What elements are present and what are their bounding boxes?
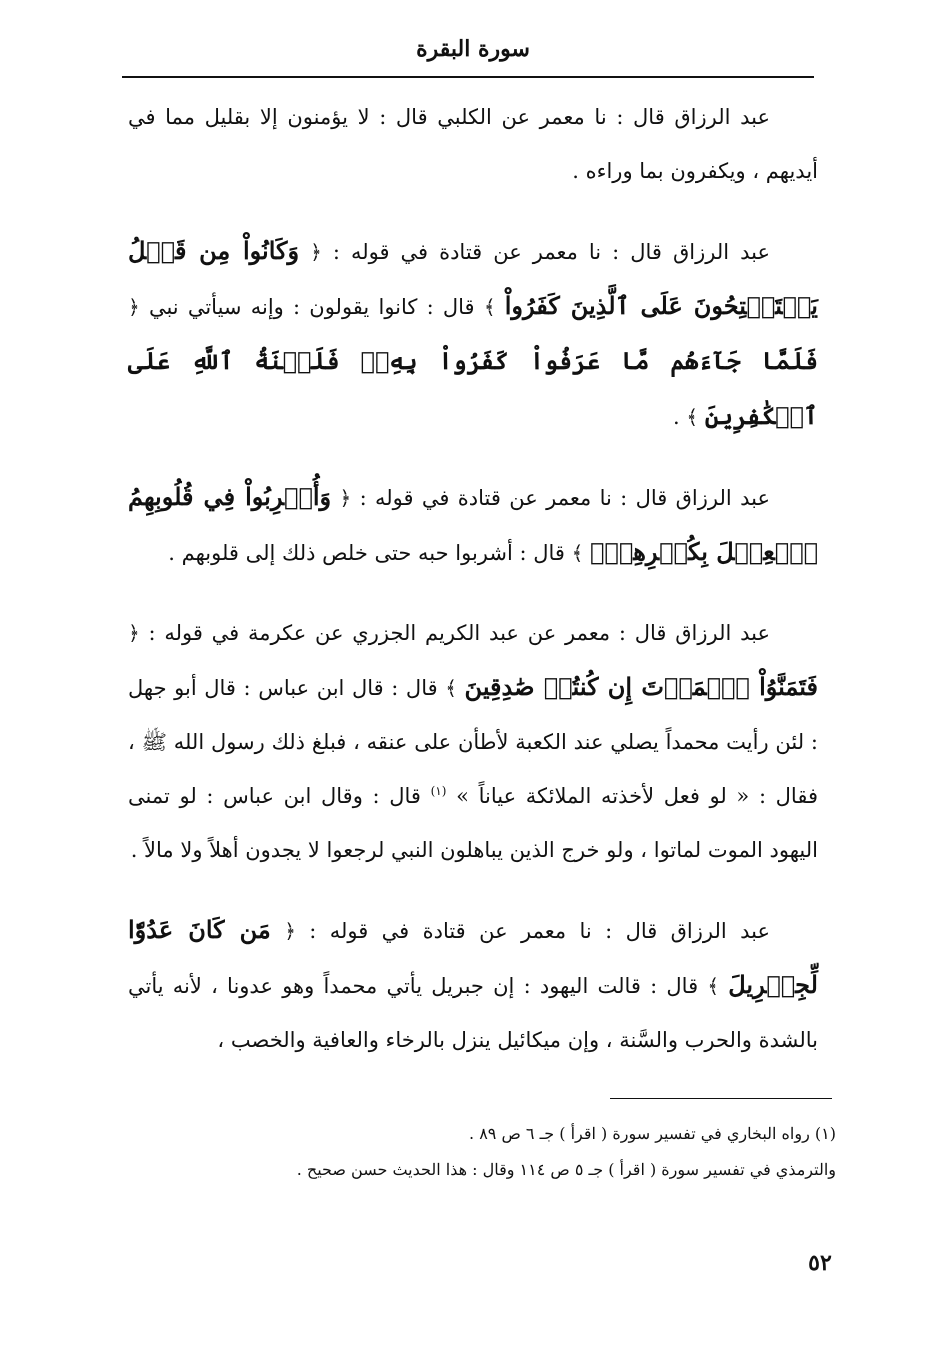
page-body [128, 90, 818, 1093]
quran-open-bracket: ﴿ [284, 919, 296, 943]
quran-close-bracket: ﴾ [445, 676, 457, 700]
quran-open-bracket: ﴿ [128, 295, 140, 319]
quran-verse: مَن كَانَ عَدُوّٗا لِّجِبۡرِيلَ [128, 915, 818, 999]
quran-close-bracket: ﴾ [686, 405, 699, 429]
paragraph-end: . [673, 405, 680, 429]
footnote-1: (١) رواه البخاري في تفسير سورة ( اقرأ ) جـ ٦ ص ٨٩ . [469, 1124, 836, 1143]
quran-open-bracket: ﴿ [128, 621, 140, 645]
quran-verse: فَتَمَنَّوُاْ ٱلۡمَوۡتَ إِن كُنتُمۡ صَٰدِقِينَ [464, 672, 818, 701]
paragraph-3 [128, 470, 818, 580]
footnote-rule [610, 1098, 832, 1099]
paragraph-intro: عبد الرزاق قال : نا معمر عن قتادة في قوله : [309, 919, 770, 943]
quran-verse: وَكَانُواْ مِن قَبۡلُ يَسۡتَفۡتِحُونَ عَلَى ٱلَّذِينَ كَفَرُواْ [128, 236, 818, 320]
paragraph-commentary: قال : أشربوا حبه حتى خلص ذلك إلى قلوبهم . [168, 541, 565, 565]
quran-close-bracket: ﴾ [707, 974, 720, 998]
paragraph-intro: عبد الرزاق قال : نا معمر عن قتادة في قوله : [359, 486, 770, 510]
paragraph-intro: عبد الرزاق قال : معمر عن عبد الكريم الجزري عن عكرمة في قوله : [148, 621, 770, 645]
quran-close-bracket: ﴾ [483, 295, 496, 319]
footnote-reference: (١) [430, 784, 447, 798]
paragraph-commentary: قال : كانوا يقولون : وإنه سيأتي نبي [148, 295, 475, 319]
running-header-title: سورة البقرة [416, 36, 530, 62]
page-number: ٥٢ [808, 1250, 832, 1276]
paragraph-intro: عبد الرزاق قال : نا معمر عن قتادة في قوله : [332, 240, 770, 264]
quran-verse: فَلَمَّا جَآءَهُم مَّا عَرَفُواْ كَفَرُواْ بِهِۦۚ فَلَعۡنَةُ ٱللَّهِ عَلَى ٱلۡكَٰفِرِينَ [128, 346, 818, 430]
footnote-1-continued: والترمذي في تفسير سورة ( اقرأ ) جـ ٥ ص ١١٤ وقال : هذا الحديث حسن صحيح . [296, 1160, 836, 1179]
quran-open-bracket: ﴿ [339, 486, 352, 510]
paragraph-2 [128, 224, 818, 444]
header-rule [122, 76, 814, 78]
paragraph-1 [128, 90, 818, 198]
paragraph-text: عبد الرزاق قال : نا معمر عن الكلبي قال : لا يؤمنون إلا بقليل مما في أيديهم ، ويكفرون بما وراءه . [128, 105, 818, 183]
quran-close-bracket: ﴾ [571, 541, 584, 565]
paragraph-end: قال : وقال ابن عباس : لو تمنى اليهود الموت لماتوا ، ولو خرج الذين يباهلون النبي لرجعوا لا يجدون أهلاً ولا مالاً . [128, 784, 818, 862]
footnotes [200, 1116, 836, 1188]
paragraph-commentary: قال : قال ابن عباس : قال أبو جهل : لئن رأيت محمداً يصلي عند الكعبة لأطأن على عنقه ، فبلغ ذلك رسول الله ﷺ ، فقال : « لو فعل لأخذته الملائكة عياناً » [128, 676, 818, 808]
quran-verse: وَأُشۡرِبُواْ فِي قُلُوبِهِمُ ٱلۡعِجۡلَ بِكُفۡرِهِمۡۚ [128, 482, 818, 566]
paragraph-commentary: قال : قالت اليهود : إن جبريل يأتي محمداً وهو عدونا ، لأنه يأتي بالشدة والحرب والسَّنة ، وإن ميكائيل ينزل بالرخاء والعافية والخصب ، [128, 974, 818, 1052]
paragraph-5 [128, 903, 818, 1067]
quran-open-bracket: ﴿ [310, 240, 322, 264]
paragraph-4 [128, 606, 818, 877]
